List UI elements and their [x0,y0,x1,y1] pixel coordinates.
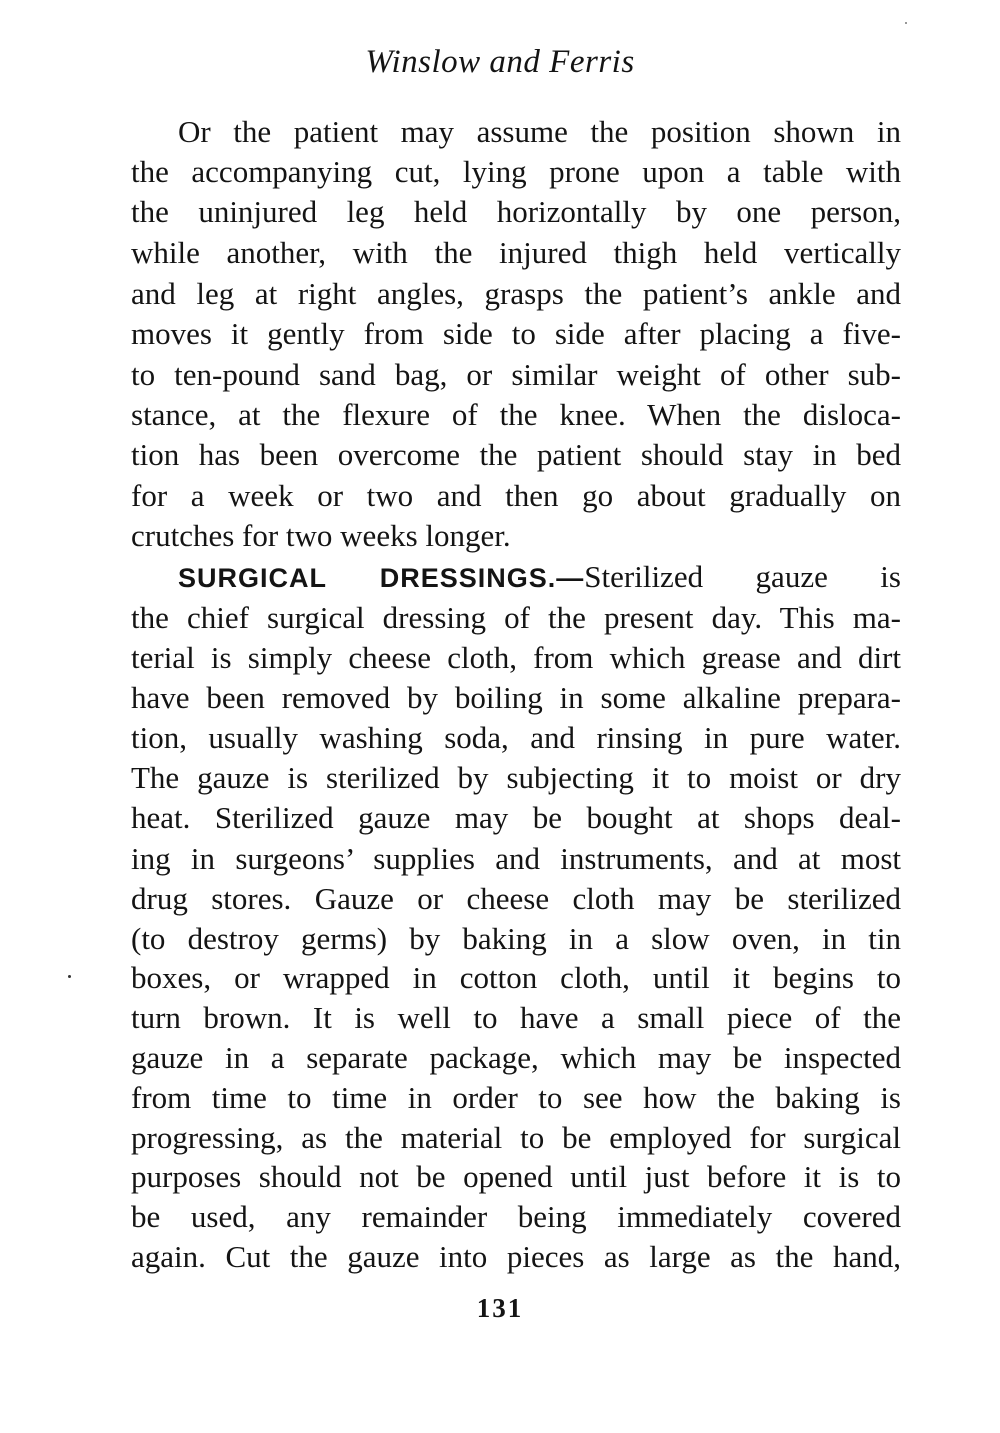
text-line: gauze in a separate package, which may be inspected [131,1040,901,1075]
text-line: tion, usually washing soda, and rinsing in pure water. [131,720,901,755]
text-line: purposes should not be opened until just before it is to [131,1159,901,1194]
section-lead-text: Sterilized gauze is [584,559,901,594]
text-line: Or the patient may assume the position shown in [178,114,901,149]
text-line: have been removed by boiling in some alkaline prepara- [131,680,901,715]
text-line: stance, at the flexure of the knee. When the disloca- [131,397,901,432]
scan-speck [905,22,907,24]
text-line: be used, any remainder being immediately covered [131,1199,901,1234]
section-first-line [178,557,901,598]
text-line: the chief surgical dressing of the present day. This ma- [131,600,901,635]
text-line: from time to time in order to see how the baking is [131,1080,901,1115]
section-heading: SURGICAL DRESSINGS.— [178,563,585,593]
text-line: moves it gently from side to side after placing a five- [131,316,901,351]
text-line: while another, with the injured thigh held vertically [131,235,901,270]
text-line: The gauze is sterilized by subjecting it to moist or dry [131,760,901,795]
text-line: crutches for two weeks longer. [131,518,511,553]
text-line: and leg at right angles, grasps the patient’s ankle and [131,276,901,311]
text-line: (to destroy germs) by baking in a slow oven, in tin [131,921,901,956]
text-line: to ten-pound sand bag, or similar weight of other sub- [131,357,901,392]
text-line: tion has been overcome the patient should stay in bed [131,437,901,472]
text-line: drug stores. Gauze or cheese cloth may be sterilized [131,881,901,916]
text-line: the accompanying cut, lying prone upon a table with [131,154,901,189]
running-head: Winslow and Ferris [365,44,635,80]
text-line: progressing, as the material to be employed for surgical [131,1120,901,1155]
text-line: again. Cut the gauze into pieces as large as the hand, [131,1239,901,1274]
page-number: 131 [476,1293,524,1323]
text-line: for a week or two and then go about gradually on [131,478,901,513]
text-line: terial is simply cheese cloth, from which grease and dirt [131,640,901,675]
scan-speck [68,975,71,978]
text-line: heat. Sterilized gauze may be bought at shops deal- [131,800,901,835]
text-line: turn brown. It is well to have a small piece of the [131,1000,901,1035]
text-line: boxes, or wrapped in cotton cloth, until it begins to [131,960,901,995]
text-line: ing in surgeons’ supplies and instruments, and at most [131,841,901,876]
text-line: the uninjured leg held horizontally by one person, [131,194,901,229]
